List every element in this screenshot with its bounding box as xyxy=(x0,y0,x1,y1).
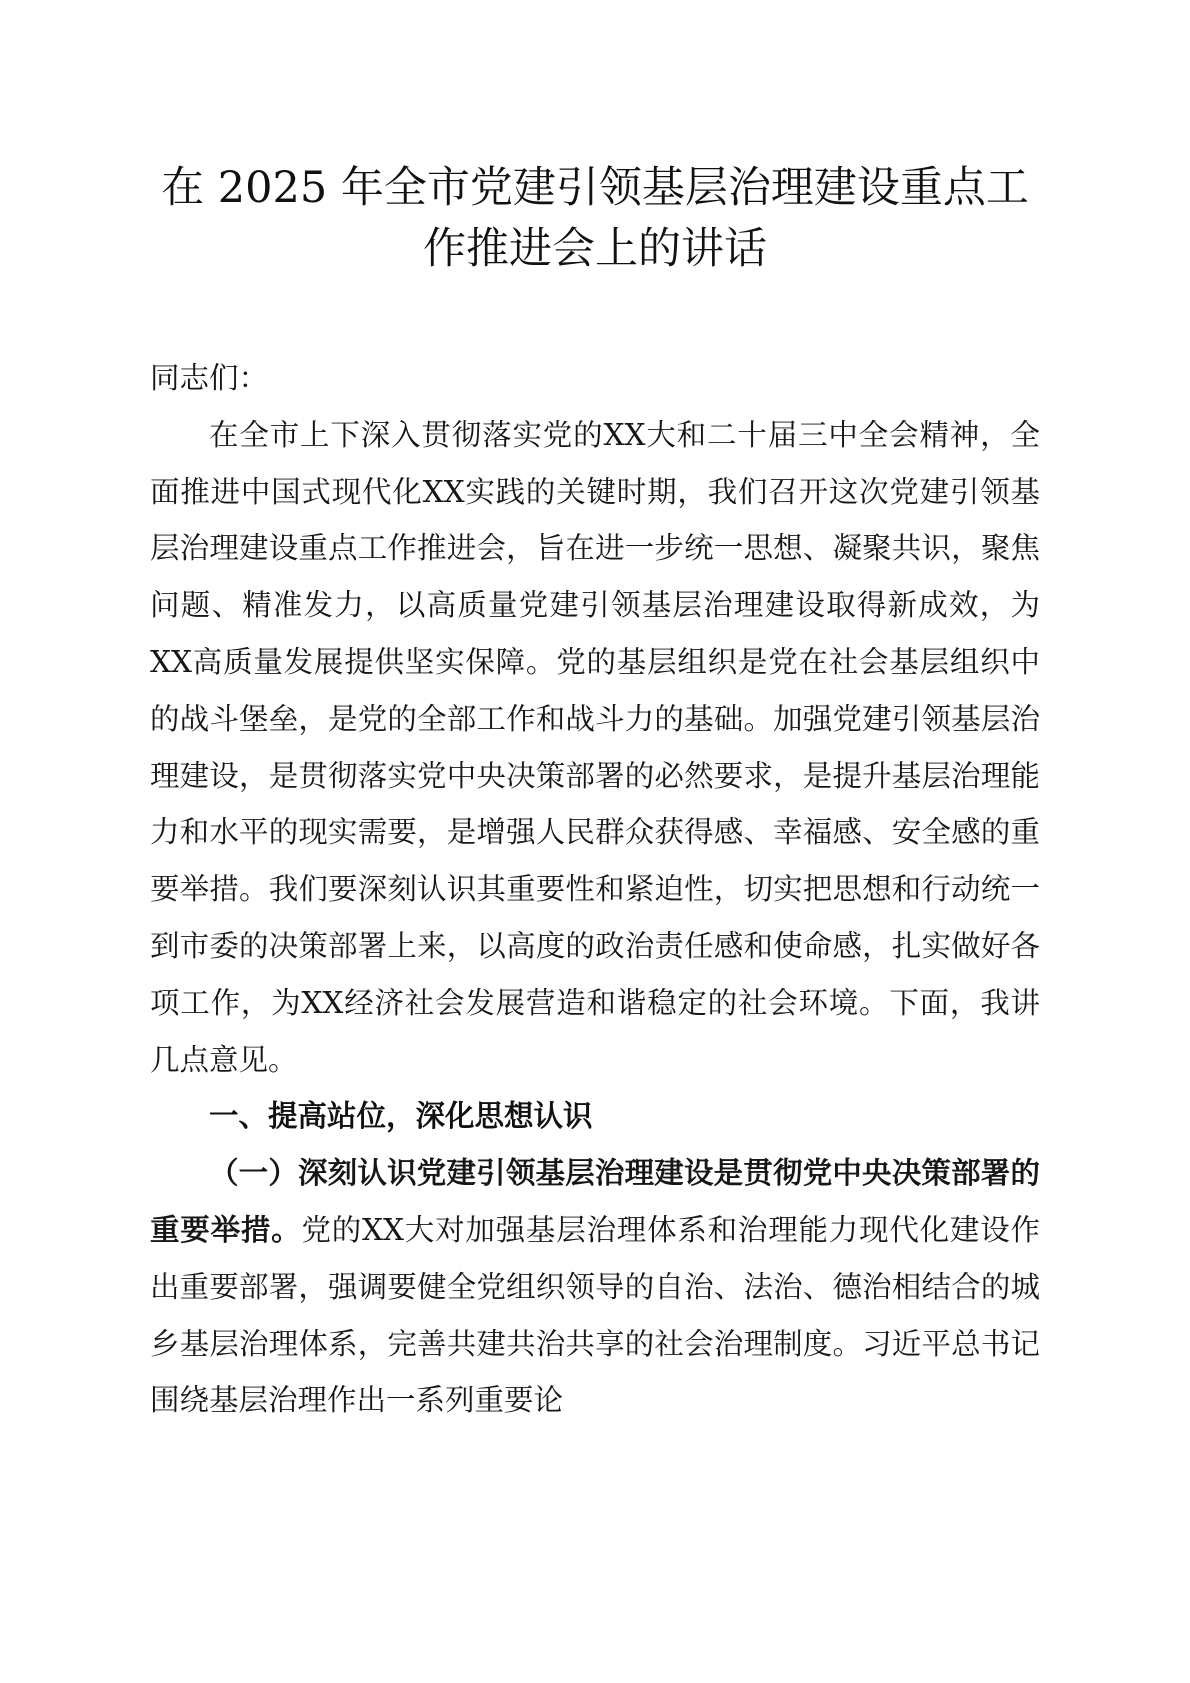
document-body xyxy=(150,350,1040,1429)
intro-paragraph: 在全市上下深入贯彻落实党的XX大和二十届三中全会精神，全面推进中国式现代化XX实践的关键时期，我们召开这次党建引领基层治理建设重点工作推进会，旨在进一步统一思想、凝聚共识，聚焦问题、精准发力，以高质量党建引领基层治理建设取得新成效，为XX高质量发展提供坚实保障。党的基层组织是党在社会基层组织中的战斗堡垒，是党的全部工作和战斗力的基础。加强党建引领基层治理建设，是贯彻落实党中央决策部署的必然要求，是提升基层治理能力和水平的现实需要，是增强人民群众获得感、幸福感、安全感的重要举措。我们要深刻认识其重要性和紧迫性，切实把思想和行动统一到市委的决策部署上来，以高度的政治责任感和使命感，扎实做好各项工作，为XX经济社会发展营造和谐稳定的社会环境。下面，我讲几点意见。 xyxy=(150,417,1040,1077)
document-title: 在 2025 年全市党建引领基层治理建设重点工作推进会上的讲话 xyxy=(161,163,1029,274)
subsection-lead: （一）深刻认识党建引领基层治理建设是贯彻党中央决策部署的重要举措。 xyxy=(150,1155,1040,1247)
subsection-text: 党的XX大对加强基层治理体系和治理能力现代化建设作出重要部署，强调要健全党组织领导的自治、法治、德治相结合的城乡基层治理体系，完善共建共治共享的社会治理制度。习近平总书记围绕基层治理作出一系列重要论 xyxy=(150,1212,1040,1418)
subsection-paragraph xyxy=(150,1145,1040,1429)
salutation: 同志们： xyxy=(150,361,269,395)
section-heading: 一、提高站位，深化思想认识 xyxy=(209,1099,593,1134)
